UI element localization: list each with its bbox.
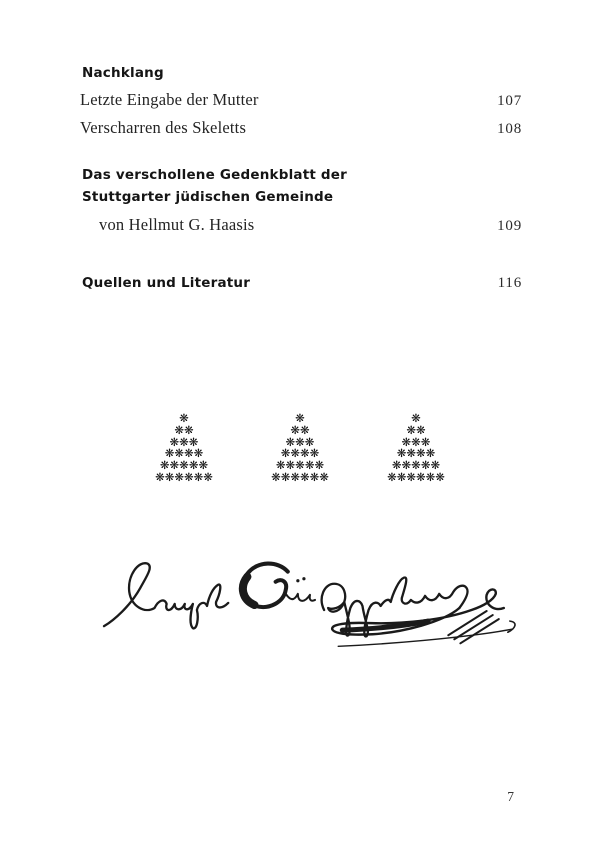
- tree-row: ❋❋❋❋❋: [159, 458, 209, 473]
- tree-row: ❋❋❋❋❋: [391, 458, 441, 473]
- toc-row: [80, 90, 522, 110]
- signature-joseph-suess-oppenheimer: [100, 549, 524, 669]
- tree-row: ❋❋❋❋❋❋: [387, 469, 445, 484]
- toc-entry-page-number: 108: [497, 121, 522, 137]
- tree-row: ❋❋: [174, 422, 194, 437]
- ornament-tree: [146, 413, 222, 484]
- section-heading-line1: Das verschollene Gedenkblatt der: [82, 167, 347, 183]
- tree-row: ❋❋❋: [285, 434, 315, 449]
- toc-entry-page-number: 107: [497, 93, 522, 109]
- tree-row: ❋❋❋: [169, 434, 199, 449]
- tree-row: ❋: [179, 411, 189, 425]
- tree-row: ❋❋❋❋❋❋: [155, 469, 213, 484]
- tree-row: ❋❋: [406, 422, 426, 437]
- section-heading-line2: Stuttgarter jüdischen Gemeinde: [82, 189, 334, 205]
- tree-row: ❋❋❋❋: [396, 446, 436, 461]
- tree-row: ❋❋❋❋❋❋: [271, 469, 329, 484]
- section-heading-nachklang: Nachklang: [82, 65, 164, 81]
- toc-entry-page-number: 116: [497, 275, 522, 291]
- toc-row: [80, 118, 522, 138]
- tree-row: ❋❋❋❋: [164, 446, 204, 461]
- tree-row: ❋❋❋❋❋: [275, 458, 325, 473]
- toc-row: [80, 215, 522, 235]
- toc-entry-title: Verscharren des Skeletts: [80, 118, 247, 137]
- tree-row: ❋❋❋: [401, 434, 431, 449]
- toc-entry-title: von Hellmut G. Haasis: [99, 215, 255, 234]
- toc-entry-title: Letzte Eingabe der Mutter: [80, 90, 259, 109]
- section-heading-gedenkblatt: [82, 164, 347, 208]
- tree-row: ❋: [295, 411, 305, 425]
- folio-page-number: 7: [507, 789, 514, 804]
- section-heading-quellen: Quellen und Literatur: [82, 275, 251, 291]
- tree-row: ❋❋❋❋: [280, 446, 320, 461]
- toc-entry-page-number: 109: [497, 218, 522, 234]
- toc-row: [82, 275, 522, 292]
- ornament-tree: [378, 413, 454, 484]
- ornament-row: [0, 413, 600, 484]
- ornament-tree: [262, 413, 338, 484]
- tree-row: ❋: [411, 411, 421, 425]
- tree-row: ❋❋: [290, 422, 310, 437]
- signature-svg: [100, 549, 524, 669]
